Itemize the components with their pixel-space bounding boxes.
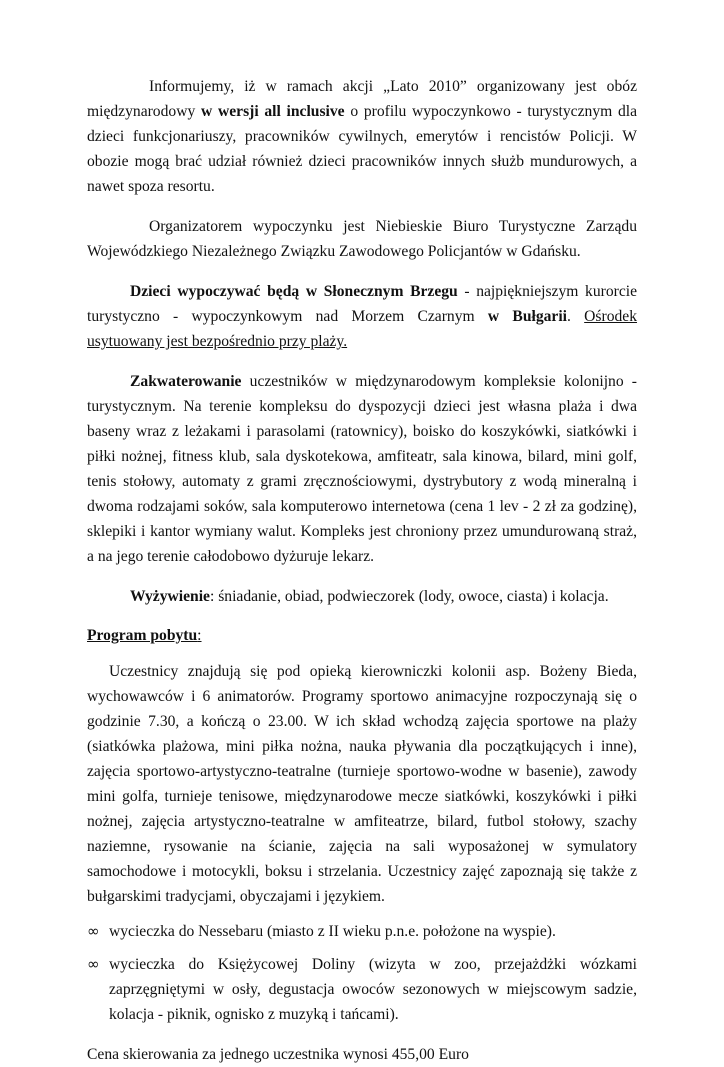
accommodation-paragraph	[87, 369, 637, 569]
intro-paragraph	[87, 74, 637, 199]
program-heading-text: Program pobytu	[87, 627, 198, 644]
intro-text-continued: o profilu wypoczynkowo - turystycznym dla dzieci funkcjonariuszy, pracowników cywilnych, emerytów i rencistów Policji. W obozie mogą brać udział również dzieci pracowników innych służb mundurowych, a nawet spoza resortu.	[87, 103, 638, 195]
excursion-list	[87, 919, 637, 1027]
meals-text: : śniadanie, obiad, podwieczorek (lody, owoce, ciasta) i kolacja.	[209, 588, 609, 605]
infinity-bullet-icon: ∞	[87, 922, 100, 940]
location-underlined-beach: Ośrodek usytuowany jest bezpośrednio przy plaży.	[87, 308, 638, 350]
program-paragraph	[87, 659, 637, 909]
list-item-text: wycieczka do Nessebaru (miasto z II wieku p.n.e. położone na wyspie).	[109, 923, 556, 940]
document-page	[87, 74, 637, 1067]
list-item	[87, 952, 637, 1027]
list-item	[87, 919, 637, 944]
program-heading-colon: :	[197, 627, 202, 644]
location-text: - najpiękniejszym kurorcie turystyczno - wypoczynkowym nad Morzem Czarnym	[87, 283, 637, 325]
meals-bold-lead: Wyżywienie	[130, 588, 210, 605]
list-item-text: wycieczka do Księżycowej Doliny (wizyta w zoo, przejażdżki wózkami zaprzęgniętymi w osły, degustacja owoców sezonowych w miejscowym sadzie, kolacja - piknik, ognisko z muzyką i tańcami).	[109, 956, 637, 1023]
accommodation-bold-lead: Zakwaterowanie	[130, 373, 242, 390]
price-line	[87, 1042, 637, 1067]
location-bold-country: w Bułgarii	[487, 308, 567, 325]
meals-paragraph	[87, 584, 637, 609]
organizer-text: Organizatorem wypoczynku jest Niebieskie Biuro Turystyczne Zarządu Wojewódzkiego Niezależnego Związku Zawodowego Policjantów w Gdańsku.	[87, 218, 637, 260]
program-text: Uczestnicy znajdują się pod opieką kierowniczki kolonii asp. Bożeny Bieda, wychowawców i 6 animatorów. Programy sportowo animacyjne rozpoczynają się o godzinie 7.30, a kończą o 23.00. W ich skład wchodzą zajęcia sportowe na plaży (siatkówka plażowa, mini piłka nożna, nauka pływania dla początkujących i inne), zajęcia sportowo-artystyczno-teatralne (turnieje sportowo-wodne w basenie), zawody mini golfa, turnieje tenisowe, międzynarodowe mecze siatkówki, koszykówki i piłki nożnej, zajęcia artystyczno-teatralne w amfiteatrze, bilard, futbol stołowy, szachy naziemne, rysowanie na ścianie, zajęcia na sali wyposażonej w symulatory samochodowe i motocykli, boksu i strzelania. Uczestnicy zajęć zapoznają się także z bułgarskimi tradycjami, obyczajami i językiem.	[87, 663, 637, 905]
infinity-bullet-icon: ∞	[87, 955, 100, 973]
location-paragraph	[87, 279, 637, 354]
accommodation-text: uczestników w międzynarodowym kompleksie kolonijno - turystycznym. Na terenie kompleksu do dyspozycji dzieci jest własna plaża i dwa baseny wraz z leżakami i parasolami (ratownicy), boisko do koszykówki, siatkówki i piłki nożnej, fitness klub, sala dyskotekowa, amfiteatr, sala kinowa, bilard, mini golf, tenis stołowy, automaty z grami zręcznościowymi, dystrybutory z wodą mineralną i dwoma rodzajami soków, sala komputerowo internetowa (cena 1 lev - 2 zł za godzinę), sklepiki i kantor wymiany walut. Kompleks jest chroniony przez umundurowaną straż, a na jego terenie całodobowo dyżuruje lekarz.	[87, 373, 637, 565]
price-text: Cena skierowania za jednego uczestnika wynosi 455,00 Euro	[87, 1046, 469, 1063]
program-heading	[87, 623, 637, 648]
organizer-paragraph	[87, 214, 637, 264]
intro-text: Informujemy, iż w ramach akcji „Lato 2010” organizowany jest obóz międzynarodowy	[87, 78, 637, 120]
intro-bold-all-inclusive: w wersji all inclusive	[200, 103, 345, 120]
location-text-period: .	[567, 308, 585, 325]
location-bold-lead: Dzieci wypoczywać będą w Słonecznym Brzegu	[130, 283, 458, 300]
